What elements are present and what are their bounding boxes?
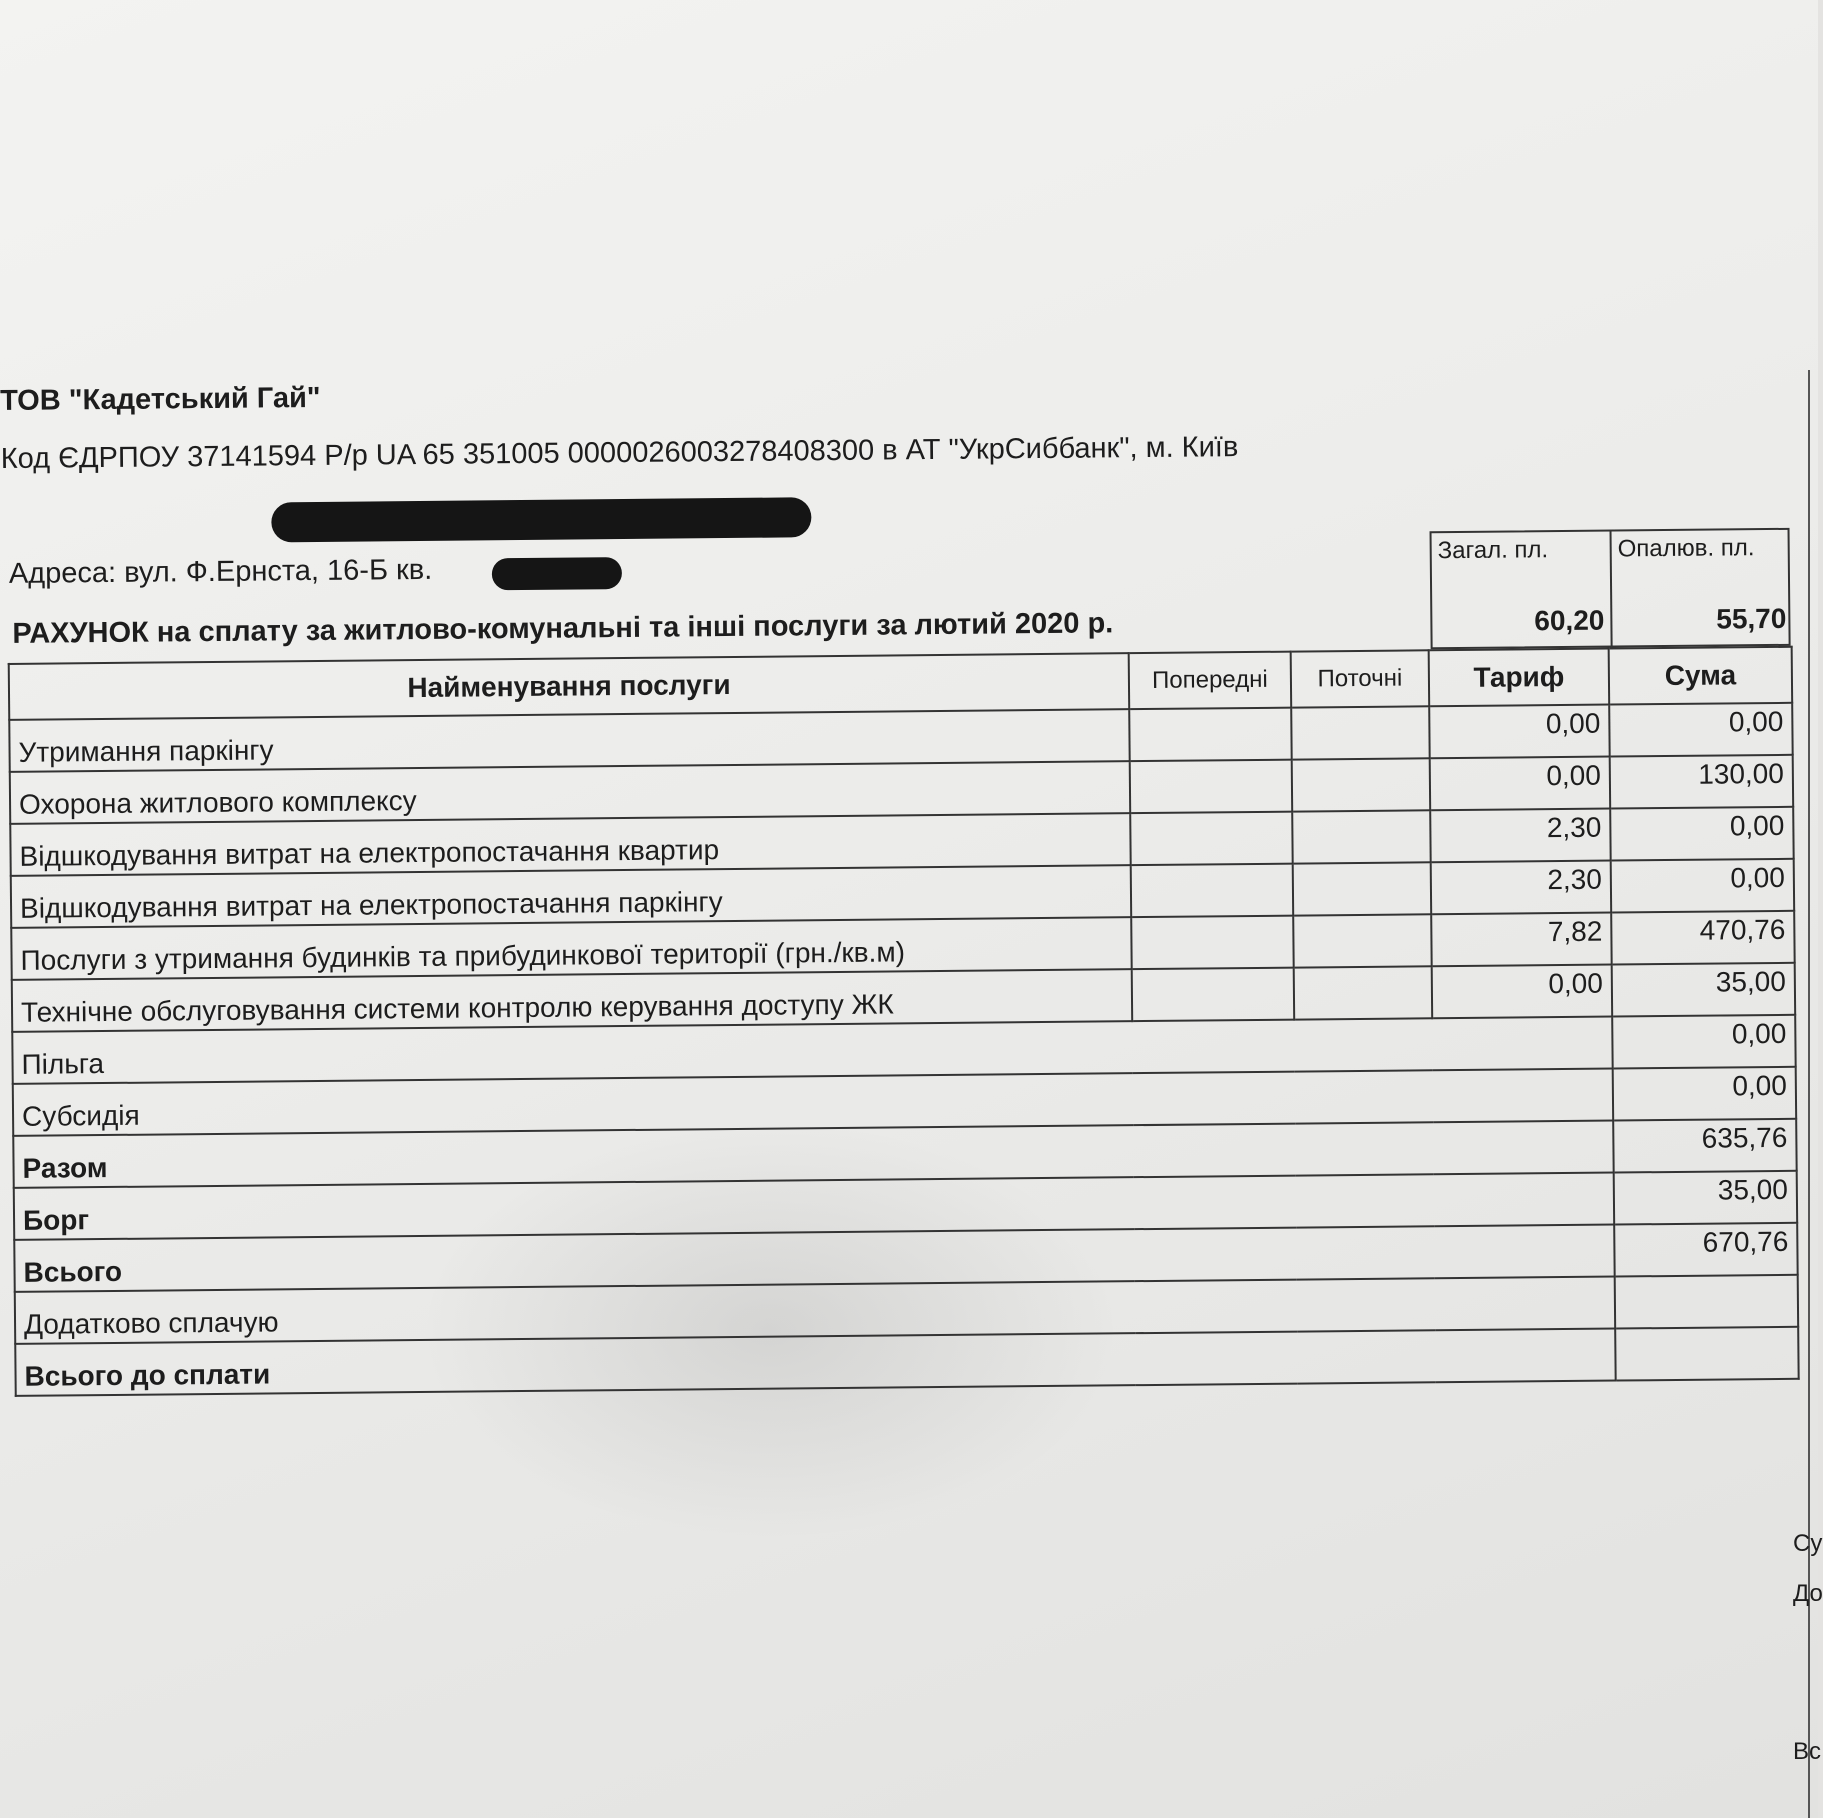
header-tariff: Тариф — [1429, 649, 1610, 707]
service-name: Охорона житлового комплексу — [10, 761, 1130, 824]
sum-cell: 35,00 — [1612, 963, 1795, 1017]
total-label: Субсидія — [13, 1069, 1613, 1136]
heated-area-label: Опалюв. пл. — [1617, 534, 1755, 563]
cur-reading — [1293, 862, 1431, 915]
heated-area-value: 55,70 — [1716, 602, 1787, 635]
cur-reading — [1292, 758, 1430, 811]
prev-reading — [1129, 708, 1291, 762]
total-area-label: Загал. пл. — [1432, 532, 1613, 593]
header-current: Поточні — [1291, 650, 1430, 707]
prev-reading — [1130, 760, 1292, 814]
tariff-cell: 2,30 — [1430, 809, 1610, 863]
total-sum: 635,76 — [1613, 1119, 1796, 1173]
total-label: Разом — [13, 1121, 1613, 1188]
total-label: Борг — [14, 1173, 1614, 1240]
tariff-cell: 2,30 — [1431, 861, 1611, 915]
redacted-name — [271, 497, 811, 542]
total-sum — [1615, 1327, 1798, 1381]
header-sum: Сума — [1609, 647, 1793, 705]
prev-reading — [1132, 968, 1294, 1022]
sum-cell: 0,00 — [1609, 703, 1792, 757]
header-previous: Попередні — [1129, 652, 1292, 710]
total-label: Всього до сплати — [15, 1329, 1615, 1396]
cur-reading — [1291, 706, 1429, 759]
service-name: Технічне обслуговування системи контролю керування доступу ЖК — [12, 969, 1132, 1032]
services-table — [8, 646, 1800, 1397]
total-label: Всього — [14, 1225, 1614, 1292]
header-service: Найменування послуги — [9, 653, 1129, 720]
total-label: Пільга — [12, 1017, 1612, 1084]
redacted-apartment — [492, 557, 622, 590]
sum-cell: 130,00 — [1610, 755, 1793, 809]
prev-reading — [1131, 864, 1293, 918]
company-name: ТОВ "Кадетський Гай" — [0, 381, 321, 417]
tariff-cell: 0,00 — [1430, 757, 1610, 811]
service-name: Послуги з утримання будинків та прибудинкової території (грн./кв.м) — [11, 917, 1131, 980]
address-line — [9, 554, 433, 591]
total-sum: 35,00 — [1614, 1171, 1797, 1225]
prev-reading — [1131, 916, 1293, 970]
area-box — [1430, 528, 1791, 649]
total-area-value: 60,20 — [1432, 591, 1613, 652]
invoice-document — [0, 363, 1800, 1460]
total-sum: 0,00 — [1613, 1067, 1796, 1121]
total-label: Додатково сплачую — [15, 1277, 1615, 1344]
side-fragment-2: До — [1793, 1580, 1823, 1607]
total-sum: 0,00 — [1612, 1015, 1795, 1069]
service-name: Відшкодування витрат на електропостачання квартир — [10, 813, 1130, 876]
cur-reading — [1293, 914, 1431, 967]
sum-cell: 470,76 — [1611, 911, 1794, 965]
service-name: Утримання паркінгу — [9, 709, 1129, 772]
prev-reading — [1130, 812, 1292, 866]
service-name: Відшкодування витрат на електропостачання паркінгу — [11, 865, 1131, 928]
total-sum — [1615, 1275, 1798, 1329]
bank-details: Код ЄДРПОУ 37141594 Р/р UA 65 351005 0000026003278408300 в АТ "УкрСиббанк", м. Київ — [0, 431, 1239, 475]
cur-reading — [1292, 810, 1430, 863]
side-fragment-3: Вс — [1793, 1738, 1822, 1765]
tariff-cell: 7,82 — [1431, 913, 1611, 967]
address-text: Адреса: вул. Ф.Ернста, 16-Б кв. — [8, 553, 433, 590]
cur-reading — [1294, 966, 1432, 1019]
tariff-cell: 0,00 — [1429, 705, 1609, 759]
invoice-title: РАХУНОК на сплату за житлово-комунальні та інші послуги за лютий 2020 р. — [12, 607, 1114, 650]
total-sum: 670,76 — [1614, 1223, 1797, 1277]
tariff-cell: 0,00 — [1432, 965, 1612, 1019]
sum-cell: 0,00 — [1610, 807, 1793, 861]
side-fragment-1: Су — [1793, 1530, 1823, 1557]
sum-cell: 0,00 — [1611, 859, 1794, 913]
